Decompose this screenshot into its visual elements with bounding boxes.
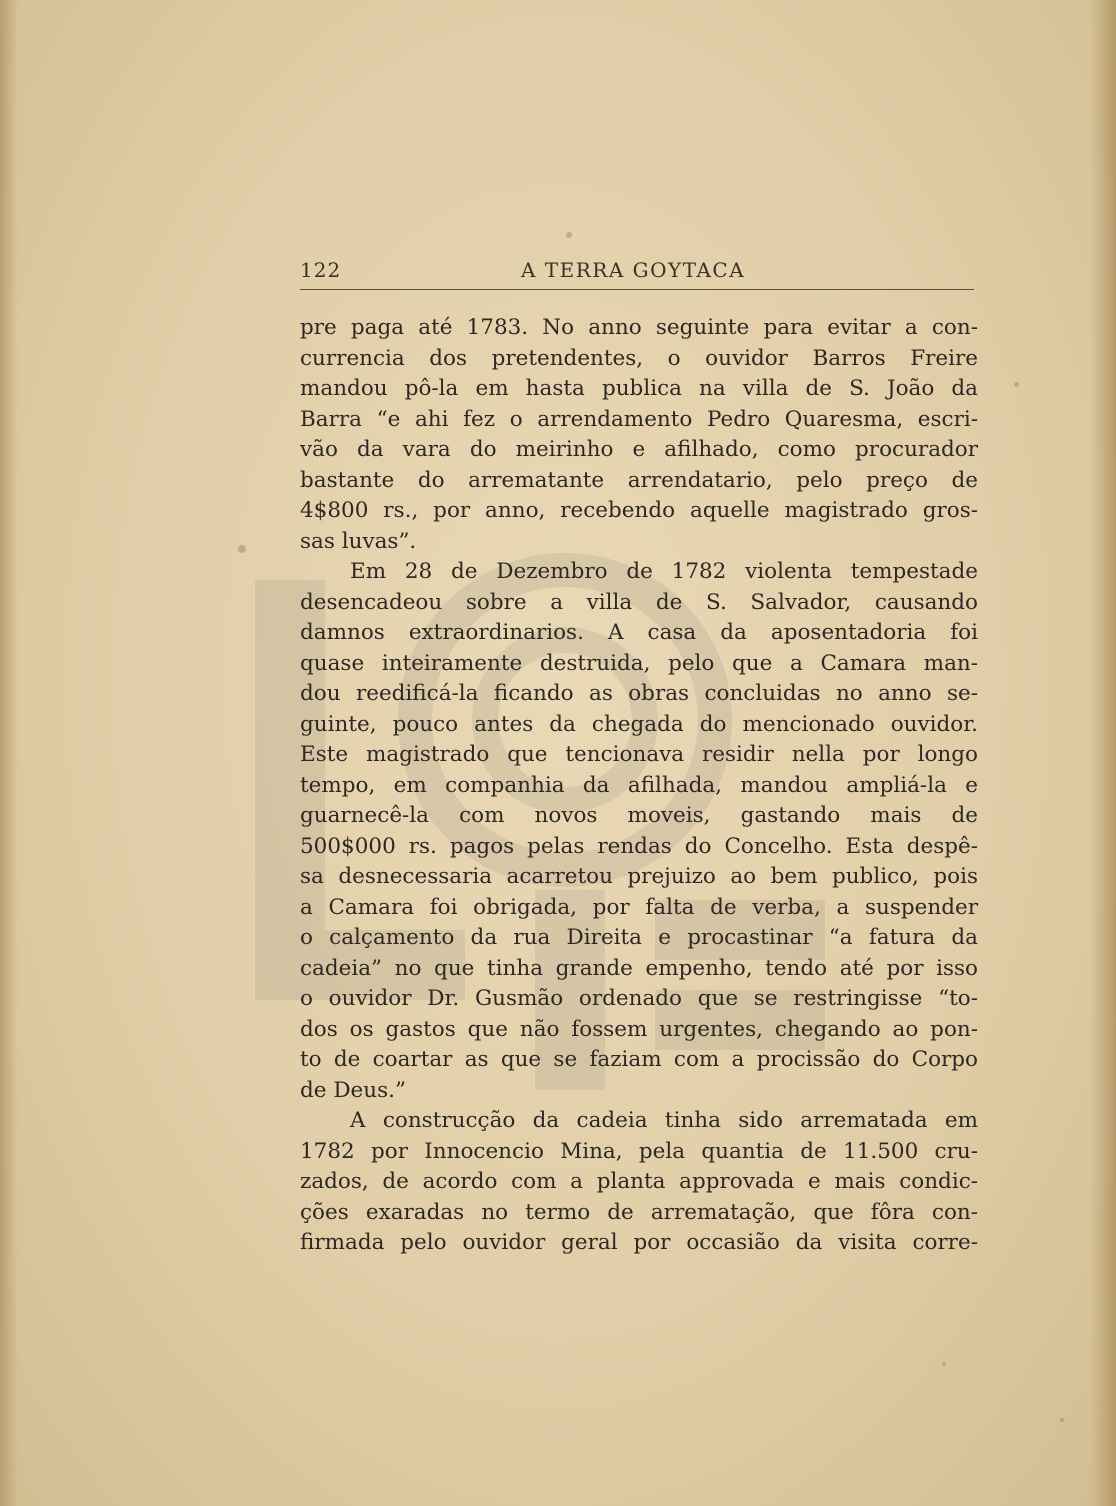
text-line: 500$000 rs. pagos pelas rendas do Concelho. Esta despê- xyxy=(300,833,978,859)
text-line: 4$800 rs., por anno, recebendo aquelle magistrado gros- xyxy=(300,498,978,523)
text-line: o ouvidor Dr. Gusmão ordenado que se restringisse “to- xyxy=(300,986,978,1011)
paper-spot xyxy=(238,545,246,553)
text-line: de Deus.” xyxy=(300,1077,406,1103)
text-line: guarnecê-la com novos moveis, gastando mais de xyxy=(300,803,978,828)
text-line: firmada pelo ouvidor geral por occasião da visita corre- xyxy=(300,1230,978,1255)
text-line: cadeia” no que tinha grande empenho, tendo até por isso xyxy=(300,955,978,981)
header-rule xyxy=(300,289,974,290)
paper-spot xyxy=(942,1362,946,1366)
text-line: bastante do arrematante arrendatario, pelo preço de xyxy=(300,467,978,493)
text-line: Barra “e ahi fez o arrendamento Pedro Quaresma, escri- xyxy=(300,406,978,432)
text-line: mandou pô-la em hasta publica na villa de S. João da xyxy=(300,376,978,401)
text-line: pre paga até 1783. No anno seguinte para evitar a con- xyxy=(300,315,978,340)
page-number: 122 xyxy=(300,258,342,282)
text-line: dos os gastos que não fossem urgentes, chegando ao pon- xyxy=(300,1016,978,1042)
paper-spot xyxy=(566,232,572,238)
text-line: guinte, pouco antes da chegada do mencionado ouvidor. xyxy=(300,711,978,737)
paper-spot xyxy=(1060,1418,1064,1422)
text-line: to de coartar as que se faziam com a procissão do Corpo xyxy=(300,1047,978,1072)
text-line: damnos extraordinarios. A casa da aposentadoria foi xyxy=(300,620,978,645)
text-line: sa desnecessaria acarretou prejuizo ao bem publico, pois xyxy=(300,864,978,889)
text-line: a Camara foi obrigada, por falta de verba, a suspender xyxy=(300,894,978,920)
text-line: tempo, em companhia da afilhada, mandou ampliá-la e xyxy=(300,772,978,798)
paragraph-start-line: A construcção da cadeia tinha sido arrematada em xyxy=(350,1108,978,1133)
text-line: currencia dos pretendentes, o ouvidor Barros Freire xyxy=(300,345,978,371)
text-line: 1782 por Innocencio Mina, pela quantia de 11.500 cru- xyxy=(300,1138,978,1164)
page-edge-shadow-right xyxy=(1090,0,1116,1506)
text-line: desencadeou sobre a villa de S. Salvador, causando xyxy=(300,589,978,615)
text-line: dou reedificá-la ficando as obras concluidas no anno se- xyxy=(300,681,978,706)
body-text xyxy=(300,313,978,1259)
running-title: A TERRA GOYTACA xyxy=(521,258,746,282)
text-line: o calçamento da rua Direita e procastinar “a fatura da xyxy=(300,925,978,950)
page-edge-shadow-left xyxy=(0,0,18,1506)
text-line: quase inteiramente destruida, pelo que a Camara man- xyxy=(300,650,978,676)
text-line: sas luvas”. xyxy=(300,528,417,554)
text-line: vão da vara do meirinho e afilhado, como procurador xyxy=(300,437,978,462)
paragraph-start-line: Em 28 de Dezembro de 1782 violenta tempestade xyxy=(350,559,978,584)
text-line: ções exaradas no termo de arrematação, que fôra con- xyxy=(300,1199,978,1225)
running-head xyxy=(300,258,976,288)
text-line: Este magistrado que tencionava residir nella por longo xyxy=(300,742,978,767)
text-line: zados, de acordo com a planta approvada e mais condic- xyxy=(300,1169,978,1194)
paper-spot xyxy=(1014,382,1019,387)
